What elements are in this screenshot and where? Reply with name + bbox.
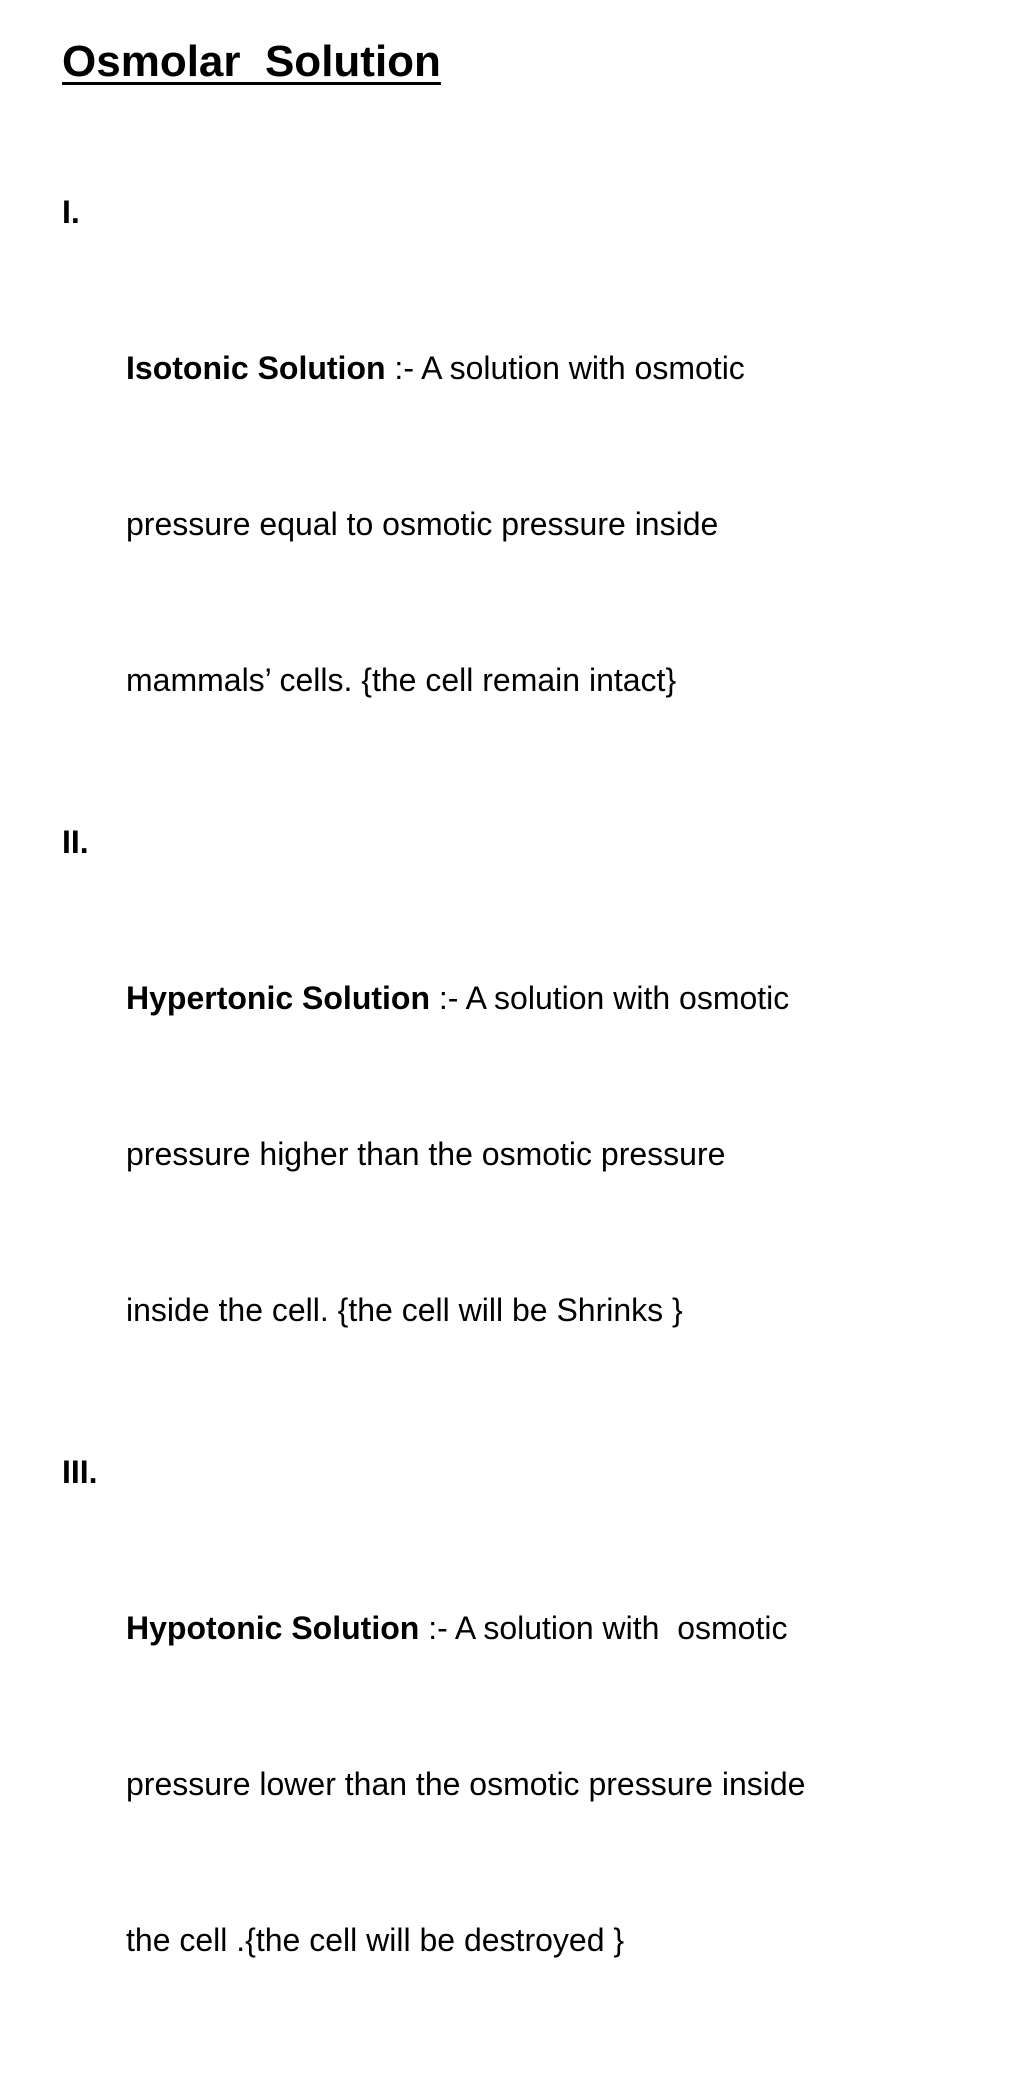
list-numeral: I.: [62, 194, 80, 230]
definition-text: :- A solution with osmotic: [419, 1610, 788, 1646]
list-item-hypotonic: [62, 1446, 992, 2070]
term-label: Hypotonic Solution: [126, 1610, 420, 1646]
list-item-isotonic: [62, 186, 992, 810]
list-item-first-line: [126, 1602, 992, 1654]
list-numeral: II.: [62, 824, 89, 860]
term-label: Hypertonic Solution: [126, 980, 430, 1016]
definition-list: [62, 186, 992, 2076]
definition-text: :- A solution with osmotic: [430, 980, 790, 1016]
definition-text: inside the cell. {the cell will be Shrinks }: [126, 1292, 683, 1328]
list-numeral: III.: [62, 1454, 98, 1490]
slide-title: Osmolar Solution: [62, 37, 441, 86]
definition-text: :- A solution with osmotic: [385, 350, 745, 386]
list-item-first-line: [126, 342, 992, 394]
definition-text: pressure lower than the osmotic pressure inside: [126, 1766, 806, 1802]
term-label: Isotonic Solution: [126, 350, 386, 386]
list-item-first-line: [126, 972, 992, 1024]
definition-text: mammals’ cells. {the cell remain intact}: [126, 662, 677, 698]
list-item-hypertonic: [62, 816, 992, 1440]
definition-text: pressure higher than the osmotic pressure: [126, 1136, 726, 1172]
definition-text: the cell .{the cell will be destroyed }: [126, 1922, 625, 1958]
definition-text: pressure equal to osmotic pressure inside: [126, 506, 719, 542]
